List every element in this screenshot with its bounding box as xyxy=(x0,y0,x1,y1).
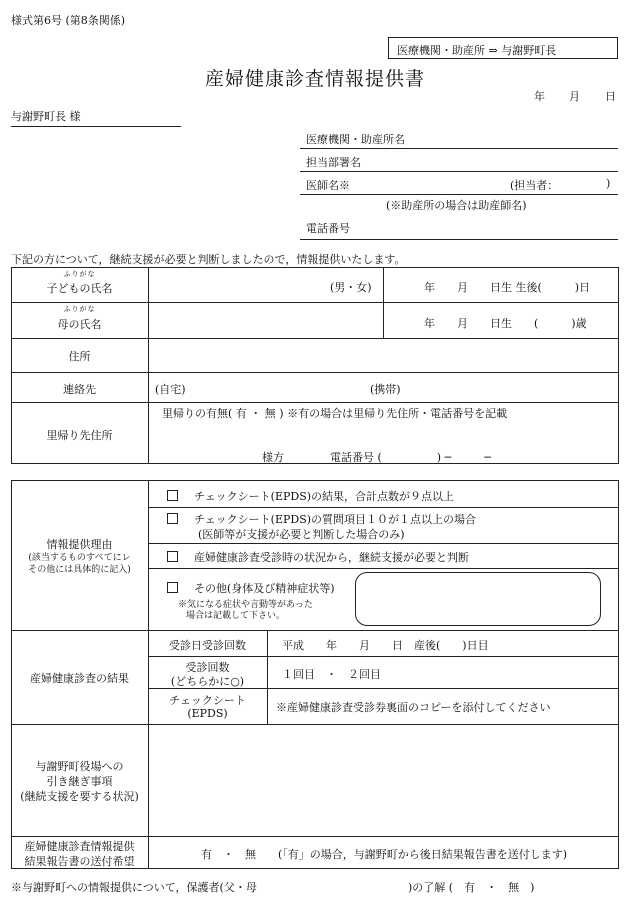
contact-person-label: (担当者： xyxy=(510,179,559,192)
reason-item-1[interactable]: チェックシート(EPDS)の結果，合計点数が９点以上 xyxy=(167,488,454,504)
midwife-note: (※助産所の場合は助産師名) xyxy=(386,199,527,212)
visit-date-label: 受診日受診回数 xyxy=(169,639,246,652)
routing-text: 医療機関・助産所 ⇒ 与謝野町長 xyxy=(397,44,557,57)
addressee-underline xyxy=(11,126,181,127)
mobile-phone-label: (携帯) xyxy=(370,383,401,396)
doctor-line[interactable] xyxy=(300,194,618,195)
other-reason-field[interactable] xyxy=(355,572,601,626)
epds-label: チェックシート xyxy=(169,694,246,707)
visit-count-choice[interactable]: １回目 ・ ２回目 xyxy=(282,668,381,681)
visit-count-sub: (どちらかに○) xyxy=(170,675,245,688)
addressee: 与謝野町長 様 xyxy=(11,110,81,123)
doctor-label: 医師名※ xyxy=(306,179,350,192)
epds-note: ※産婦健康診査受診券裏面のコピーを添付してください xyxy=(276,701,551,714)
report-label-2: 結果報告書の送付希望 xyxy=(24,855,135,868)
child-birth-date: 年 月 日生 生後( )日 xyxy=(424,281,591,294)
reason-label: 情報提供理由 xyxy=(46,538,113,551)
contact-person-close: ) xyxy=(606,177,611,190)
mother-birth-date: 年 月 日生 ( )歳 xyxy=(424,317,587,330)
visit-count-label: 受診回数 xyxy=(185,661,230,674)
report-choice[interactable]: 有 ・ 無 (「有」の場合，与謝野町から後日結果報告書を送付します) xyxy=(201,848,568,861)
address-label: 住所 xyxy=(68,350,91,363)
phone-label: 電話番号 xyxy=(306,222,350,235)
reason-note-1: (該当するものすべてにレ xyxy=(28,553,131,563)
phone-line[interactable] xyxy=(300,239,618,240)
return-phone: 電話番号 ( ) ─ ─ xyxy=(330,451,491,464)
department-label: 担当部署名 xyxy=(306,156,361,169)
reason-item-4[interactable]: その他(身体及び精神症状等) xyxy=(167,580,335,596)
checkbox-icon[interactable] xyxy=(167,582,178,593)
visit-date-value: 平成 年 月 日 産後( )日目 xyxy=(282,639,489,652)
reason-item-2-note: (医師等が支援が必要と判断した場合のみ) xyxy=(198,528,405,541)
reason-note-2: その他には具体的に記入) xyxy=(28,565,131,575)
form-number: 様式第6号 (第8条関係) xyxy=(11,14,126,27)
child-furigana: ふりがな xyxy=(63,270,96,278)
handover-line-2: 引き継ぎ事項 xyxy=(46,775,113,788)
handover-line-3: (継続支援を要する状況) xyxy=(20,790,139,803)
home-phone-label: (自宅) xyxy=(155,383,186,396)
institution-label: 医療機関・助産所名 xyxy=(306,133,405,146)
date-day: 日 xyxy=(605,90,616,103)
consent-right[interactable]: )の了解 ( 有 ・ 無 ) xyxy=(408,881,535,894)
sex-choice[interactable]: (男・女) xyxy=(330,281,372,294)
reason-item-4-note-1: ※気になる症状や言動等があった xyxy=(178,600,313,610)
reason-item-4-note-2: 場合は記載して下さい。 xyxy=(186,611,286,621)
checkbox-icon[interactable] xyxy=(167,490,178,501)
routing-box xyxy=(388,37,618,59)
return-address-label: 里帰り先住所 xyxy=(46,429,113,442)
return-presence[interactable]: 里帰りの有無( 有 ・ 無 ) ※有の場合は里帰り先住所・電話番号を記載 xyxy=(162,407,508,420)
handover-line-1: 与謝野町役場への xyxy=(35,760,124,773)
epds-sub: (EPDS) xyxy=(187,707,228,720)
contact-label: 連絡先 xyxy=(63,383,96,396)
date-month: 月 xyxy=(569,90,580,103)
document-title: 産婦健康診査情報提供書 xyxy=(204,68,425,90)
report-label-1: 産婦健康診査情報提供 xyxy=(24,840,135,853)
child-name-label: 子どもの氏名 xyxy=(46,282,113,295)
department-line[interactable] xyxy=(300,171,618,172)
checkbox-icon[interactable] xyxy=(167,551,178,562)
intro-text: 下記の方について，継続支援が必要と判断しましたので，情報提供いたします。 xyxy=(11,253,406,266)
handover-field[interactable] xyxy=(150,726,616,834)
consent-left: ※与謝野町への情報提供について，保護者(父・母 xyxy=(11,881,257,894)
mother-name-label: 母の氏名 xyxy=(57,318,102,331)
date-year: 年 xyxy=(534,90,545,103)
checkbox-icon[interactable] xyxy=(167,513,178,524)
reason-item-3[interactable]: 産婦健康診査受診時の状況から，継続支援が必要と判断 xyxy=(167,549,469,565)
reason-item-2[interactable]: チェックシート(EPDS)の質問項目１０が１点以上の場合 xyxy=(167,511,476,527)
return-sama: 様方 xyxy=(262,451,284,464)
mother-furigana: ふりがな xyxy=(63,305,96,313)
result-label: 産婦健康診査の結果 xyxy=(30,672,129,685)
institution-line[interactable] xyxy=(300,148,618,149)
